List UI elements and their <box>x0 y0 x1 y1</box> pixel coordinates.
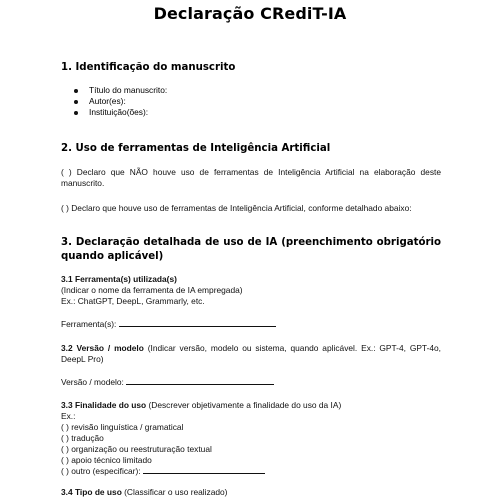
subsection-3-1-heading: 3.1 Ferramenta(s) utilizada(s) <box>61 274 177 284</box>
subsection-3-1 <box>61 274 243 307</box>
tools-field-line[interactable] <box>119 325 276 327</box>
subsection-3-3-instruction: (Descrever objetivamente a finalidade do uso da IA) <box>146 400 342 410</box>
subsection-3-3-heading: 3.3 Finalidade do uso <box>61 400 147 410</box>
version-field[interactable] <box>61 377 274 388</box>
document-title: Declaração CRediT-IA <box>153 4 347 23</box>
bullet-icon <box>74 111 78 115</box>
subsection-3-2-instruction: (Indicar versão, modelo ou sistema, quando aplicável. Ex.: GPT-4, GPT-4o, DeepL Pro) <box>61 343 442 364</box>
subsection-3-3 <box>61 400 341 477</box>
bullet-icon <box>74 100 78 104</box>
purpose-option-technical-support[interactable]: ( ) apoio técnico limitado <box>61 455 152 465</box>
list-item-label: Autor(es): <box>89 96 126 106</box>
list-item <box>74 85 167 96</box>
purpose-option-other[interactable] <box>61 466 341 477</box>
manuscript-identification-list <box>74 85 167 118</box>
section-3-heading: 3. Declaração detalhada de uso de IA (preenchimento obrigatório quando aplicável) <box>61 237 441 262</box>
tools-field-label: Ferramenta(s): <box>61 319 117 329</box>
other-purpose-line[interactable] <box>143 472 265 474</box>
subsection-3-4-heading: 3.4 Tipo de uso <box>61 487 122 497</box>
subsection-3-1-example: Ex.: ChatGPT, DeepL, Grammarly, etc. <box>61 296 205 306</box>
option-no-ai[interactable]: ( ) Declaro que NÃO houve uso de ferramentas de Inteligência Artificial na elaboração deste manuscrito. <box>61 167 441 188</box>
purpose-option-other-label: ( ) outro (especificar): <box>61 466 141 476</box>
section-2-heading: 2. Uso de ferramentas de Inteligência Artificial <box>61 143 331 154</box>
subsection-3-2-heading: 3.2 Versão / modelo <box>61 343 144 353</box>
purpose-option-revision[interactable]: ( ) revisão linguística / gramatical <box>61 422 184 432</box>
list-item <box>74 96 167 107</box>
list-item-label: Instituição(ões): <box>89 107 149 117</box>
list-item <box>74 107 167 118</box>
subsection-3-4 <box>61 487 227 498</box>
subsection-3-3-example: Ex.: <box>61 411 76 421</box>
purpose-options <box>61 422 341 477</box>
bullet-icon <box>74 89 78 93</box>
subsection-3-2 <box>61 343 441 365</box>
section-1-heading: 1. Identificação do manuscrito <box>61 62 236 73</box>
version-field-line[interactable] <box>126 383 274 385</box>
option-ai-used[interactable]: ( ) Declaro que houve uso de ferramentas de Inteligência Artificial, conforme detalhado abaixo: <box>61 203 412 213</box>
purpose-option-organization[interactable]: ( ) organização ou reestruturação textual <box>61 444 212 454</box>
tools-field[interactable] <box>61 319 276 330</box>
subsection-3-1-instruction: (Indicar o nome da ferramenta de IA empregada) <box>61 285 243 295</box>
list-item-label: Título do manuscrito: <box>89 85 168 95</box>
subsection-3-4-instruction: (Classificar o uso realizado) <box>121 487 228 497</box>
version-field-label: Versão / modelo: <box>61 377 124 387</box>
purpose-option-translation[interactable]: ( ) tradução <box>61 433 104 443</box>
